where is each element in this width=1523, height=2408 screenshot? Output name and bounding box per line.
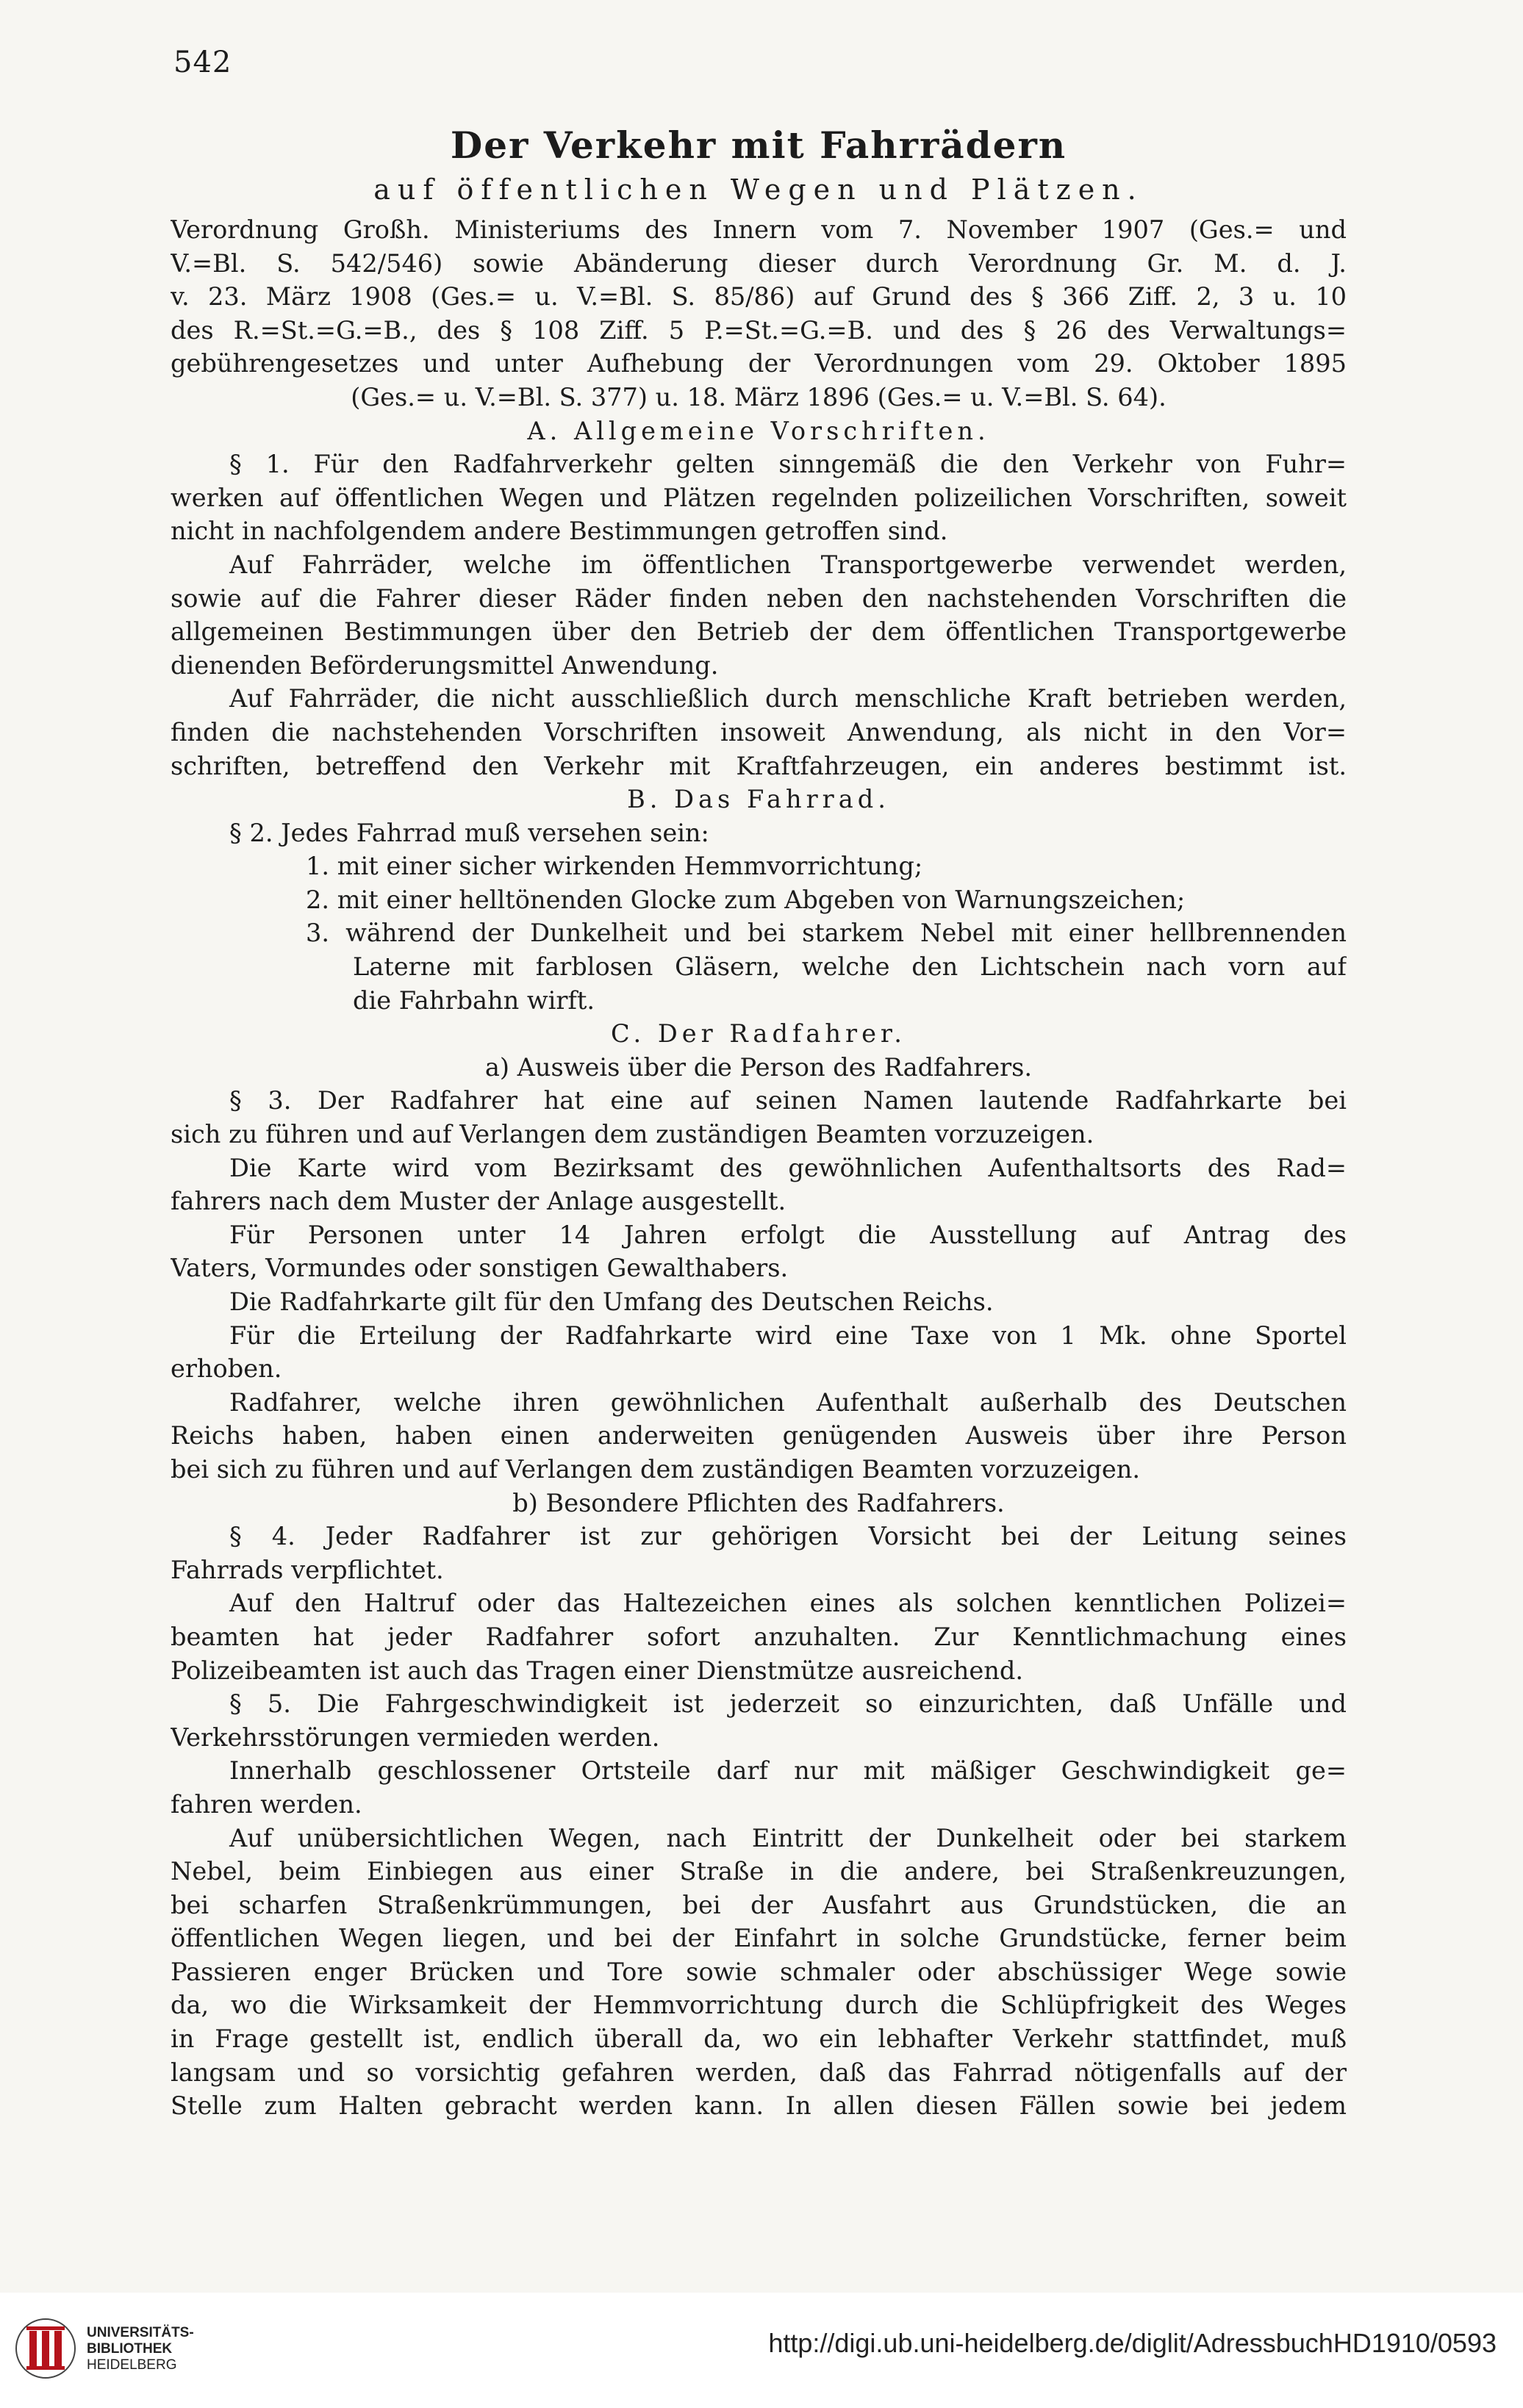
text-line: v. 23. März 1908 (Ges.= u. V.=Bl. S. 85/86) auf Grund des § 366 Ziff. 2, 3 u. 10: [171, 282, 1347, 312]
text-line: Stelle zum Halten gebracht werden kann. In allen diesen Fällen sowie bei jedem: [171, 2091, 1347, 2121]
text-line: A. Allgemeine Vorschriften.: [527, 416, 990, 445]
text-line: (Ges.= u. V.=Bl. S. 377) u. 18. März 1896 (Ges.= u. V.=Bl. S. 64).: [351, 382, 1167, 411]
text-line: 1. mit einer sicher wirkenden Hemmvorrichtung;: [306, 852, 923, 881]
text-line: die Fahrbahn wirft.: [353, 985, 595, 1015]
text-line: erhoben.: [171, 1354, 282, 1384]
text-line: b) Besondere Pflichten des Radfahrers.: [512, 1488, 1005, 1517]
document-title: Der Verkehr mit Fahrrädern: [450, 123, 1067, 167]
library-name: [87, 2325, 194, 2373]
library-name-line: BIBLIOTHEK: [87, 2341, 173, 2357]
text-line: 2. mit einer helltönenden Glocke zum Abgeben von Warnungszeichen;: [306, 885, 1186, 914]
text-line: Die Karte wird vom Bezirksamt des gewöhnlichen Aufenthaltsorts des Rad=: [229, 1153, 1347, 1182]
text-line: Auf Fahrräder, welche im öffentlichen Transportgewerbe verwendet werden,: [229, 550, 1347, 579]
text-line: allgemeinen Bestimmungen über den Betrieb der dem öffentlichen Transportgewerbe: [171, 617, 1347, 647]
text-line: da, wo die Wirksamkeit der Hemmvorrichtung durch die Schlüpfrigkeit des Weges: [171, 1991, 1347, 2020]
text-line: öffentlichen Wegen liegen, und bei der Einfahrt in solche Grundstücke, ferner beim: [171, 1924, 1347, 1953]
text-line: Passieren enger Brücken und Tore sowie schmaler oder abschüssiger Wege sowie: [171, 1957, 1347, 1986]
text-line: dienenden Beförderungsmittel Anwendung.: [171, 650, 719, 680]
text-line: schriften, betreffend den Verkehr mit Kraftfahrzeugen, ein anderes bestimmt ist.: [171, 751, 1347, 780]
text-line: in Frage gestellt ist, endlich überall da, wo ein lebhafter Verkehr stattfindet, muß: [171, 2024, 1347, 2054]
text-line: § 4. Jeder Radfahrer ist zur gehörigen Vorsicht bei der Leitung seines: [229, 1522, 1347, 1551]
library-name-line: UNIVERSITÄTS-: [87, 2325, 194, 2340]
source-url-link[interactable]: http://digi.ub.uni-heidelberg.de/diglit/AdressbuchHD1910/0593: [768, 2328, 1497, 2358]
text-line: § 1. Für den Radfahrverkehr gelten sinngemäß die den Verkehr von Fuhr=: [229, 450, 1347, 479]
text-line: Nebel, beim Einbiegen aus einer Straße in die andere, bei Straßenkreuzungen,: [171, 1857, 1347, 1886]
page-number: 542: [173, 46, 232, 79]
text-line: sowie auf die Fahrer dieser Räder finden neben den nachstehenden Vorschriften die: [171, 583, 1347, 613]
body-text: [171, 213, 1347, 2123]
text-line: des R.=St.=G.=B., des § 108 Ziff. 5 P.=St.=G.=B. und des § 26 des Verwaltungs=: [171, 315, 1347, 345]
text-line: Laterne mit farblosen Gläsern, welche den Lichtschein nach vorn auf: [353, 952, 1347, 982]
text-line: Die Radfahrkarte gilt für den Umfang des Deutschen Reichs.: [229, 1287, 994, 1316]
text-line: gebührengesetzes und unter Aufhebung der Verordnungen vom 29. Oktober 1895: [171, 349, 1347, 378]
text-line: Für die Erteilung der Radfahrkarte wird eine Taxe von 1 Mk. ohne Sportel: [229, 1320, 1347, 1350]
text-line: bei scharfen Straßenkrümmungen, bei der Ausfahrt aus Grundstücken, die an: [171, 1890, 1347, 1919]
text-line: fahren werden.: [171, 1789, 362, 1819]
text-line: Polizeibeamten ist auch das Tragen einer Dienstmütze ausreichend.: [171, 1656, 1024, 1685]
text-line: 3. während der Dunkelheit und bei starkem Nebel mit einer hellbrennenden: [306, 919, 1347, 948]
text-line: beamten hat jeder Radfahrer sofort anzuhalten. Zur Kenntlichmachung eines: [171, 1622, 1347, 1651]
text-line: § 2. Jedes Fahrrad muß versehen sein:: [229, 818, 709, 847]
text-line: finden die nachstehenden Vorschriften insoweit Anwendung, als nicht in den Vor=: [171, 717, 1347, 747]
footer-bar: [0, 2293, 1523, 2408]
text-line: § 5. Die Fahrgeschwindigkeit ist jederzeit so einzurichten, daß Unfälle und: [229, 1689, 1347, 1719]
text-line: Für Personen unter 14 Jahren erfolgt die Ausstellung auf Antrag des: [229, 1220, 1347, 1249]
text-line: Fahrrads verpflichtet.: [171, 1555, 444, 1584]
text-line: § 3. Der Radfahrer hat eine auf seinen Namen lautende Radfahrkarte bei: [229, 1086, 1347, 1115]
text-line: a) Ausweis über die Person des Radfahrers.: [484, 1052, 1033, 1082]
text-line: sich zu führen und auf Verlangen dem zuständigen Beamten vorzuzeigen.: [171, 1120, 1094, 1149]
text-line: Auf Fahrräder, die nicht ausschließlich durch menschliche Kraft betrieben werden,: [229, 684, 1347, 714]
text-line: Auf den Haltruf oder das Haltezeichen eines als solchen kenntlichen Polizei=: [229, 1589, 1347, 1618]
university-library-logo-icon: [15, 2318, 76, 2379]
text-line: B. Das Fahrrad.: [627, 785, 890, 814]
text-line: Verordnung Großh. Ministeriums des Innern vom 7. November 1907 (Ges.= und: [171, 215, 1347, 244]
text-line: C. Der Radfahrer.: [611, 1019, 906, 1049]
document-subtitle: auf öffentlichen Wegen und Plätzen.: [373, 173, 1144, 206]
text-line: fahrers nach dem Muster der Anlage ausgestellt.: [171, 1187, 786, 1216]
text-line: Vaters, Vormundes oder sonstigen Gewalthabers.: [171, 1254, 789, 1283]
text-line: V.=Bl. S. 542/546) sowie Abänderung dieser durch Verordnung Gr. M. d. J.: [171, 248, 1347, 278]
text-line: Innerhalb geschlossener Ortsteile darf nur mit mäßiger Geschwindigkeit ge=: [229, 1756, 1347, 1786]
text-line: Auf unübersichtlichen Wegen, nach Eintritt der Dunkelheit oder bei starkem: [229, 1823, 1347, 1852]
text-line: Radfahrer, welche ihren gewöhnlichen Aufenthalt außerhalb des Deutschen: [229, 1387, 1347, 1417]
text-line: bei sich zu führen und auf Verlangen dem zuständigen Beamten vorzuzeigen.: [171, 1454, 1141, 1484]
text-line: werken auf öffentlichen Wegen und Plätzen regelnden polizeilichen Vorschriften, soweit: [171, 483, 1347, 512]
text-line: langsam und so vorsichtig gefahren werden, daß das Fahrrad nötigenfalls auf der: [171, 2057, 1347, 2087]
text-line: Reichs haben, haben einen anderweiten genügenden Ausweis über ihre Person: [171, 1421, 1347, 1451]
text-line: nicht in nachfolgendem andere Bestimmungen getroffen sind.: [171, 517, 948, 546]
text-line: Verkehrsstörungen vermieden werden.: [171, 1722, 660, 1752]
library-name-line: HEIDELBERG: [87, 2357, 177, 2373]
